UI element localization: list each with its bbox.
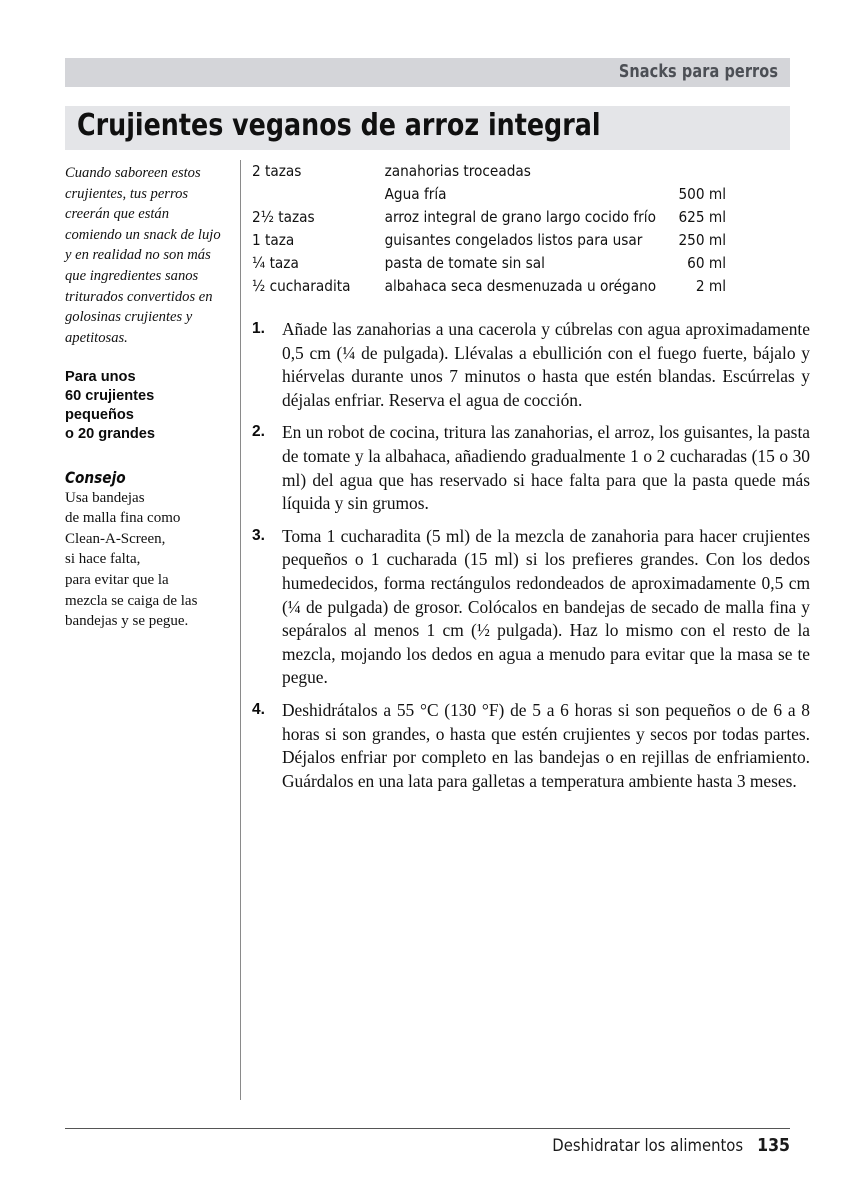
column-divider	[240, 160, 241, 1100]
tip-line: Clean-A-Screen,	[65, 530, 166, 547]
ingredient-amount: 2½ tazas	[252, 208, 315, 226]
footer-section-label: Deshidratar los alimentos	[552, 1136, 744, 1155]
ingredient-metric: 250 ml	[678, 231, 726, 249]
ingredient-name: Agua fría	[384, 185, 447, 203]
ingredient-row	[252, 163, 726, 186]
ingredient-row	[252, 255, 726, 278]
step-text: Añade las zanahorias a una cacerola y cúbrelas con agua aproximadamente 0,5 cm (¼ de pulgada). Llévalas a ebullición con el fuego fuerte, bájalo y hiérvelas durante unos 7 minutos o hasta que estén blandas. Escúrrelas y déjalas enfriar. Reserva el agua de cocción.	[282, 319, 810, 410]
running-head-band	[65, 58, 790, 87]
tip-line: bandejas y se pegue.	[65, 613, 189, 630]
instruction-step	[252, 318, 810, 412]
yield-line: o 20 grandes	[65, 425, 156, 442]
yield-block	[65, 368, 225, 443]
ingredients-table	[252, 163, 726, 301]
ingredient-metric: 2 ml	[695, 277, 726, 295]
tip-body	[65, 488, 225, 632]
ingredient-metric	[656, 163, 726, 186]
ingredient-amount: 1 taza	[252, 231, 295, 249]
instruction-step	[252, 421, 810, 515]
ingredient-amount: ½ cucharadita	[252, 277, 351, 295]
footer-divider	[65, 1128, 790, 1129]
tip-line: para evitar que la	[65, 571, 169, 588]
footer	[552, 1136, 790, 1156]
tip-heading: Consejo	[65, 467, 126, 487]
step-number: 3.	[252, 526, 265, 544]
step-text: En un robot de cocina, tritura las zanahorias, el arroz, los guisantes, la pasta de tomate y la albahaca, añadiendo gradualmente 1 o 2 cucharadas (15 o 30 ml) del agua que has reservado si hace falta para que la pasta quede más líquida y sin grumos.	[282, 422, 810, 514]
ingredient-name: guisantes congelados listos para usar	[384, 231, 643, 249]
ingredient-amount: ¼ taza	[252, 254, 299, 272]
page-title: Crujientes veganos de arroz integral	[77, 108, 601, 143]
ingredient-row	[252, 186, 726, 209]
step-number: 2.	[252, 423, 265, 441]
instruction-steps	[252, 318, 810, 802]
sidebar	[65, 163, 225, 632]
ingredient-name: albahaca seca desmenuzada u orégano	[384, 277, 657, 295]
running-head-label: Snacks para perros	[618, 62, 778, 82]
tip-line: mezcla se caiga de las	[65, 592, 198, 609]
yield-line: pequeños	[65, 406, 134, 423]
tip-line: de malla fina como	[65, 510, 181, 527]
ingredient-row	[252, 232, 726, 255]
instruction-step	[252, 525, 810, 690]
tip-block	[65, 468, 225, 632]
ingredient-amount	[252, 186, 385, 209]
tip-line: si hace falta,	[65, 551, 141, 568]
page-number: 135	[757, 1136, 790, 1156]
recipe-intro-text: Cuando saboreen estos crujientes, tus perros creerán que están comiendo un snack de lujo y en realidad no son más que ingredientes sanos triturados convertidos en golosinas crujientes y apetitosas.	[65, 165, 221, 346]
ingredient-metric: 500 ml	[678, 185, 726, 203]
ingredient-row	[252, 278, 726, 301]
tip-line: Usa bandejas	[65, 489, 145, 506]
ingredient-amount: 2 tazas	[252, 162, 302, 180]
step-number: 4.	[252, 700, 265, 718]
step-text: Deshidrátalos a 55 °C (130 °F) de 5 a 6 horas si son pequeños o de 6 a 8 horas si son grandes, o hasta que estén crujientes y secos por todas partes. Déjalos enfriar por completo en las bandejas o en rejillas de enfriamiento. Guárdalos en una lata para galletas a temperatura ambiente hasta 3 meses.	[282, 699, 810, 791]
step-number: 1.	[252, 320, 265, 337]
instruction-step	[252, 699, 810, 793]
recipe-title-band	[65, 106, 790, 150]
ingredient-name: arroz integral de grano largo cocido frío	[384, 208, 656, 226]
yield-line: Para unos	[65, 369, 136, 386]
ingredient-metric: 60 ml	[687, 254, 726, 272]
yield-line: 60 crujientes	[65, 388, 155, 405]
ingredient-row	[252, 209, 726, 232]
ingredient-name: pasta de tomate sin sal	[384, 254, 545, 272]
step-text: Toma 1 cucharadita (5 ml) de la mezcla de zanahoria para hacer crujientes pequeños o 1 cucharada (15 ml) si los prefieres grandes. Con los dedos humedecidos, forma rectángulos redondeados de aproximadamente 0,5 cm (¼ de pulgada) de grosor. Colócalos en bandejas de secado de malla fina y sepáralos al menos 1 cm (½ pulgada). Haz lo mismo con el resto de la mezcla, mojando los dedos en agua a menudo para evitar que la masa se te pegue.	[282, 525, 810, 688]
ingredient-metric: 625 ml	[678, 208, 726, 226]
ingredient-name: zanahorias troceadas	[384, 162, 531, 180]
